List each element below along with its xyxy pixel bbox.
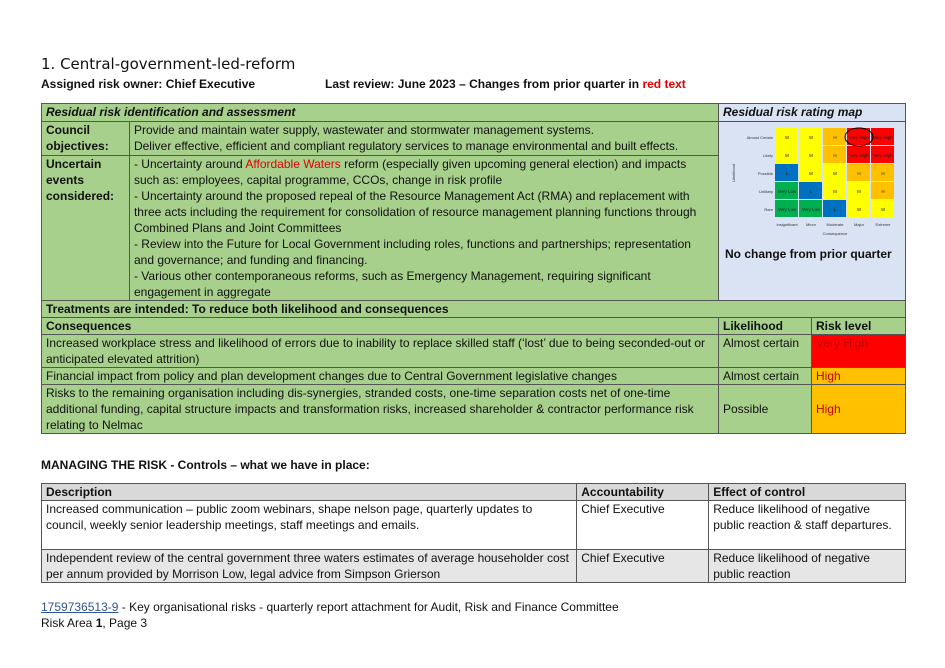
matrix-cell-label: Very Low — [777, 189, 797, 194]
controls-title: MANAGING THE RISK - Controls – what we have in place: — [41, 458, 370, 472]
matrix-cell-label: Very High — [873, 153, 893, 158]
matrix-row-label: Unlikely — [758, 189, 773, 194]
control-description: Increased communication – public zoom webinars, shape nelson page, quarterly updates to council, weekly senior leadership meetings, staff meetings and emails. — [42, 501, 577, 550]
section-title: Residual risk identification and assessment — [42, 104, 719, 122]
consequence-cell: Risks to the remaining organisation including dis-synergies, stranded costs, one-time separation costs net of one-time additional funding, capital structure impacts and transformation risks, increased shareholder & contractor performance risk relating to Nelmac — [42, 385, 719, 434]
risk-owner: Assigned risk owner: Chief Executive — [41, 77, 256, 91]
consequence-cell: Increased workplace stress and likelihood of errors due to inability to replace skilled staff (‘lost’ due to being seconded-out or anticipated elevated attrition) — [42, 335, 719, 368]
likelihood-cell: Almost certain — [719, 368, 812, 385]
council-objective: Provide and maintain water supply, wastewater and stormwater management systems. — [133, 123, 594, 137]
matrix-cell-label: M — [809, 171, 813, 176]
matrix-cell-label: L — [785, 171, 789, 176]
risk-matrix-chart — [727, 126, 897, 244]
matrix-cell-label: M — [785, 153, 789, 158]
matrix-cell-label: H — [881, 171, 885, 176]
matrix-cell-label: H — [857, 171, 861, 176]
footer-doc-ref — [41, 600, 619, 614]
matrix-cell-label: M — [809, 135, 813, 140]
footer-doc-text: - Key organisational risks - quarterly report attachment for Audit, Risk and Finance Committee — [118, 600, 619, 614]
matrix-row-label: Almost Certain — [746, 135, 773, 140]
risk-level-cell: High — [811, 368, 905, 385]
uncertain-item: - Various other contemporaneous reforms, such as Emergency Management, requiring significant engagement in aggregate — [133, 269, 651, 299]
risk-level-header: Risk level — [811, 318, 905, 335]
matrix-cell-label: M — [785, 135, 789, 140]
affordable-waters-text: Affordable Waters — [245, 157, 341, 171]
control-effect: Reduce likelihood of negative public reaction — [709, 550, 906, 583]
risk-level-cell: High — [811, 385, 905, 434]
council-objective: Deliver effective, efficient and compliant regulatory services to manage environmental and built effects. — [133, 139, 679, 153]
uncertain-item: - Uncertainty around the proposed repeal of the Resource Management Act (RMA) and replacement with three acts including the requirement for consolidation of resource management planning functions through Combined Plans and Joint Committees — [133, 189, 697, 235]
review-red-text: red text — [642, 77, 686, 91]
map-title: Residual risk rating map — [719, 104, 906, 122]
matrix-cell-label: M — [809, 153, 813, 158]
matrix-row-label: Likely — [762, 153, 773, 158]
matrix-col-label: Moderate — [826, 222, 844, 227]
area-number: 1 — [95, 616, 103, 630]
likelihood-cell: Possible — [719, 385, 812, 434]
control-description: Independent review of the central government three waters estimates of average householder cost per annum provided by Morrison Low, legal advice from Simpson Grierson — [42, 550, 577, 583]
risk-assessment-table — [41, 103, 906, 434]
matrix-x-axis-label: Consequence — [822, 231, 848, 236]
matrix-cell-label: Very High — [849, 153, 869, 158]
controls-table — [41, 483, 906, 583]
section-heading: 1. Central-government-led-reform — [41, 55, 296, 73]
uncertain-item — [134, 156, 714, 188]
accountability-header: Accountability — [577, 484, 709, 501]
area-suffix: , Page 3 — [102, 616, 148, 630]
document-link[interactable]: 1759736513-9 — [41, 600, 119, 614]
matrix-col-label: Minor — [805, 222, 817, 227]
uncertain-item: - Review into the Future for Local Government including roles, functions and partnerships; representation and governance; and funding and financing. — [133, 237, 691, 267]
matrix-cell-label: M — [833, 171, 837, 176]
matrix-cell-label: Very High — [849, 135, 869, 140]
matrix-cell-label: Very High — [873, 135, 893, 140]
matrix-cell-label: M — [833, 189, 837, 194]
matrix-cell-label: M — [857, 207, 861, 212]
matrix-col-label: Insignificant — [776, 222, 798, 227]
control-accountability: Chief Executive — [577, 550, 709, 583]
control-effect: Reduce likelihood of negative public reaction & staff departures. — [709, 501, 906, 550]
matrix-cell-label: H — [833, 135, 837, 140]
matrix-cell-label: H — [881, 189, 885, 194]
effect-header: Effect of control — [709, 484, 906, 501]
risk-level-cell: Very High — [811, 335, 905, 368]
matrix-col-label: Extreme — [875, 222, 891, 227]
matrix-row-label: Possible — [757, 171, 773, 176]
likelihood-header: Likelihood — [719, 318, 812, 335]
consequence-cell: Financial impact from policy and plan development changes due to Central Government legislative changes — [42, 368, 719, 385]
matrix-cell-label: M — [881, 207, 885, 212]
council-objectives — [129, 122, 718, 156]
matrix-cell-label: L — [809, 189, 813, 194]
risk-rating-map — [719, 122, 906, 301]
matrix-cell-label: M — [857, 189, 861, 194]
matrix-cell-label: L — [833, 207, 837, 212]
footer-page — [41, 616, 147, 630]
matrix-y-axis-label: Likelihood — [731, 163, 736, 183]
matrix-cell-label: Very Low — [777, 207, 797, 212]
matrix-row-label: Rare — [764, 207, 773, 212]
review-text: Last review: June 2023 – Changes from prior quarter in — [325, 77, 643, 91]
uncertain-prefix: - Uncertainty around — [133, 157, 246, 171]
likelihood-cell: Almost certain — [719, 335, 812, 368]
uncertain-label: Uncertain events considered: — [42, 156, 130, 301]
description-header: Description — [42, 484, 577, 501]
treatments: Treatments are intended: To reduce both likelihood and consequences — [42, 301, 906, 318]
uncertain-rest: reform (especially given upcoming general election) and impacts such as: employees, capital programme, CCOs, change in risk profile — [133, 157, 687, 187]
council-label: Council objectives: — [42, 122, 130, 156]
control-accountability: Chief Executive — [577, 501, 709, 550]
last-review — [325, 77, 686, 91]
consequences-header: Consequences — [42, 318, 719, 335]
uncertain-events — [129, 156, 718, 301]
area-prefix: Risk Area — [41, 616, 96, 630]
map-note: No change from prior quarter — [725, 247, 892, 261]
matrix-col-label: Major — [853, 222, 865, 227]
matrix-cell-label: H — [833, 153, 837, 158]
matrix-cell-label: Very Low — [801, 207, 821, 212]
